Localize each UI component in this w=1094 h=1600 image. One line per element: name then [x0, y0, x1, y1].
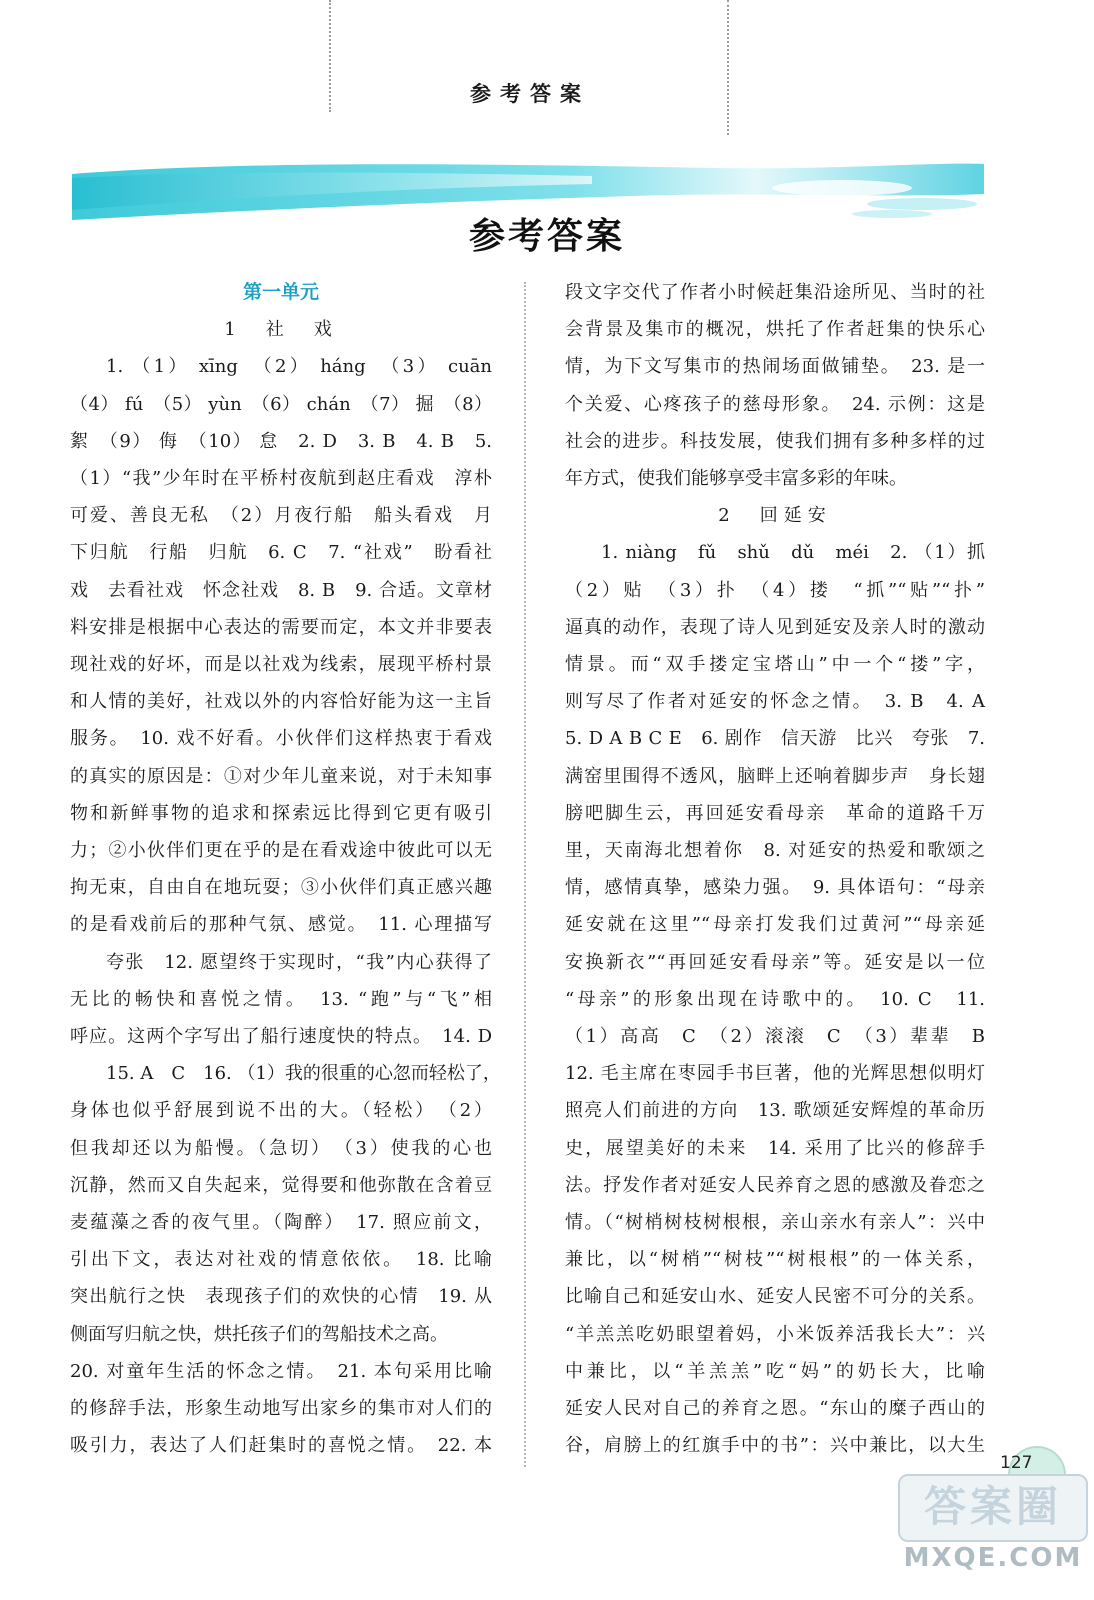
- answer-line: 力；②小伙伴们更在乎的是在看戏途中彼此可以无: [70, 840, 492, 862]
- right-column: [565, 274, 985, 1465]
- answer-line: 麦蕴藻之香的夜气里。（陶醉） 17. 照应前文，: [70, 1212, 492, 1234]
- answer-line: 里，天南海北想着你 8. 对延安的热爱和歌颂之: [565, 840, 985, 862]
- answer-line: 满窑里围得不透风，脑畔上还响着脚步声 身长翅: [565, 765, 985, 787]
- answer-line: 的修辞手法，形象生动地写出家乡的集市对人们的: [70, 1398, 492, 1420]
- answer-line: 比喻自己和延安山水、延安人民密不可分的关系。: [565, 1286, 985, 1308]
- answer-line: 现社戏的好坏，而是以社戏为线索，展现平桥村景: [70, 654, 492, 676]
- watermark-url: MXQE.COM: [903, 1543, 1083, 1573]
- answer-line: 15. A C 16. （1）我的很重的心忽而轻松了，: [106, 1063, 501, 1085]
- answer-line: 的是看戏前后的那种气氛、感觉。 11. 心理描写: [70, 914, 492, 936]
- answer-line: 情。（“树梢树枝树根根，亲山亲水有亲人”：兴中: [565, 1212, 985, 1234]
- answer-line: 20. 对童年生活的怀念之情。 21. 本句采用比喻: [70, 1360, 492, 1382]
- answer-line: 膀吧脚生云，再回延安看母亲 革命的道路千万: [565, 802, 985, 824]
- answer-line: 个关爱、心疼孩子的慈母形象。 24. 示例：这是: [565, 393, 985, 415]
- answer-line: （4） fú （5） yùn （6） chán （7） 掘 （8）: [70, 393, 492, 415]
- answer-line: 情，为下文写集市的热闹场面做铺垫。 23. 是一: [565, 356, 985, 378]
- header-dotted-line-right: [727, 0, 729, 135]
- answer-line: 段文字交代了作者小时候赶集沿途所见、当时的社: [565, 282, 985, 303]
- answer-line: 和人情的美好，社戏以外的内容恰好能为这一主旨: [70, 691, 492, 713]
- answer-line: 夸张 12. 愿望终于实现时，“我”内心获得了: [106, 951, 492, 973]
- left-column: [70, 274, 501, 1465]
- answer-line: 吸引力，表达了人们赶集时的喜悦之情。 22. 本: [70, 1435, 492, 1457]
- answer-line: 1. niàng fǔ shǔ dǔ méi 2. （1）抓: [601, 542, 985, 564]
- unit-title: 第一单元: [242, 281, 319, 303]
- answer-line: 延安就在这里”“母亲打发我们过黄河”“母亲延: [565, 914, 985, 936]
- answer-line: 引出下文，表达对社戏的情意依依。 18. 比喻: [70, 1249, 492, 1271]
- answer-line: 物和新鲜事物的追求和探索远比得到它更有吸引: [70, 802, 492, 824]
- answer-line: 照亮人们前进的方向 13. 歌颂延安辉煌的革命历: [565, 1100, 985, 1122]
- answer-line: 逼真的动作，表现了诗人见到延安及亲人时的激动: [565, 616, 985, 638]
- answer-line: （1）“我”少年时在平桥村夜航到赵庄看戏 淳朴: [70, 468, 492, 490]
- answer-line: 侧面写归航之快，烘托孩子们的驾船技术之高。: [70, 1323, 448, 1345]
- answer-line: （2）贴 （3）扑 （4）搂 “抓”“贴”“扑”: [565, 579, 985, 601]
- answer-line: 法。抒发作者对延安人民养育之恩的感激及眷恋之: [565, 1174, 985, 1196]
- running-header-title: 参考答案: [470, 82, 590, 106]
- answer-line: “母亲”的形象出现在诗歌中的。 10. C 11.: [565, 988, 985, 1010]
- answer-line: “羊羔羔吃奶眼望着妈，小米饭养活我长大”：兴: [565, 1323, 985, 1345]
- answer-line: 年方式，使我们能够享受丰富多彩的年味。: [565, 468, 907, 490]
- answer-line: 戏 去看社戏 怀念社戏 8. B 9. 合适。文章材: [70, 579, 492, 601]
- answer-line: 身体也似乎舒展到说不出的大。（轻松） （2）: [70, 1100, 492, 1122]
- answer-line: 中兼比，以“羊羔羔”吃“妈”的奶长大，比喻: [565, 1360, 985, 1382]
- answer-line: 但我却还以为船慢。（急切） （3）使我的心也: [70, 1137, 492, 1159]
- lesson-title: 1 社 戏: [224, 319, 338, 341]
- answer-line: 突出航行之快 表现孩子们的欢快的心情 19. 从: [70, 1286, 492, 1308]
- answer-line: 安换新衣”“再回延安看母亲”等。延安是以一位: [565, 951, 985, 973]
- answer-line: 史，展望美好的未来 14. 采用了比兴的修辞手: [565, 1137, 985, 1159]
- answer-line: 的真实的原因是：①对少年儿童来说，对于未知事: [70, 765, 492, 787]
- answer-line: 会背景及集市的概况，烘托了作者赶集的快乐心: [565, 319, 985, 341]
- answer-line: 情景。而“双手搂定宝塔山”中一个“搂”字，: [565, 654, 985, 676]
- answer-line: 服务。 10. 戏不好看。小伙伴们这样热衷于看戏: [70, 728, 492, 750]
- answer-line: 1. （1） xīng （2） háng （3） cuān: [106, 356, 492, 378]
- main-title: 参考答案: [468, 216, 625, 257]
- answer-line: 则写尽了作者对延安的怀念之情。 3. B 4. A: [565, 691, 985, 713]
- answer-line: 无比的畅快和喜悦之情。 13. “跑”与“飞”相: [70, 988, 492, 1010]
- answer-line: 12. 毛主席在枣园手书巨著，他的光辉思想似明灯: [565, 1063, 985, 1085]
- answer-line: 延安人民对自己的养育之恩。“东山的糜子西山的: [565, 1398, 985, 1420]
- answer-line: 5. D A B C E 6. 剧作 信天游 比兴 夸张 7.: [565, 728, 985, 750]
- answer-line: 情，感情真挚，感染力强。 9. 具体语句：“母亲: [565, 877, 985, 899]
- answer-line: 社会的进步。科技发展，使我们拥有多种多样的过: [565, 430, 985, 452]
- answer-line: 兼比，以“树梢”“树枝”“树根根”的一体关系，: [565, 1249, 985, 1271]
- answer-line: 料安排是根据中心表达的需要而定，本文并非要表: [70, 616, 492, 638]
- answer-line: 沉静，然而又自失起来，觉得要和他弥散在含着豆: [70, 1174, 492, 1196]
- answer-line: 絮 （9） 侮 （10） 怠 2. D 3. B 4. B 5.: [70, 430, 492, 452]
- page-number: 127: [1000, 1453, 1033, 1473]
- answer-line: 可爱、善良无私 （2）月夜行船 船头看戏 月: [70, 505, 492, 527]
- lesson-title: 2 回延安: [718, 505, 832, 527]
- answer-line: 下归航 行船 归航 6. C 7. “社戏” 盼看社: [70, 542, 492, 564]
- column-divider: [524, 282, 526, 1467]
- answer-line: 谷，肩膀上的红旗手中的书”：兴中兼比，以大生: [565, 1435, 985, 1457]
- answer-line: 拘无束，自由自在地玩耍；③小伙伴们真正感兴趣: [70, 877, 492, 899]
- watermark-logo: 答案圈: [898, 1474, 1088, 1542]
- answer-line: （1）高高 C （2）滚滚 C （3）辈辈 B: [565, 1026, 985, 1048]
- answer-line: 呼应。这两个字写出了船行速度快的特点。 14. D: [70, 1026, 492, 1048]
